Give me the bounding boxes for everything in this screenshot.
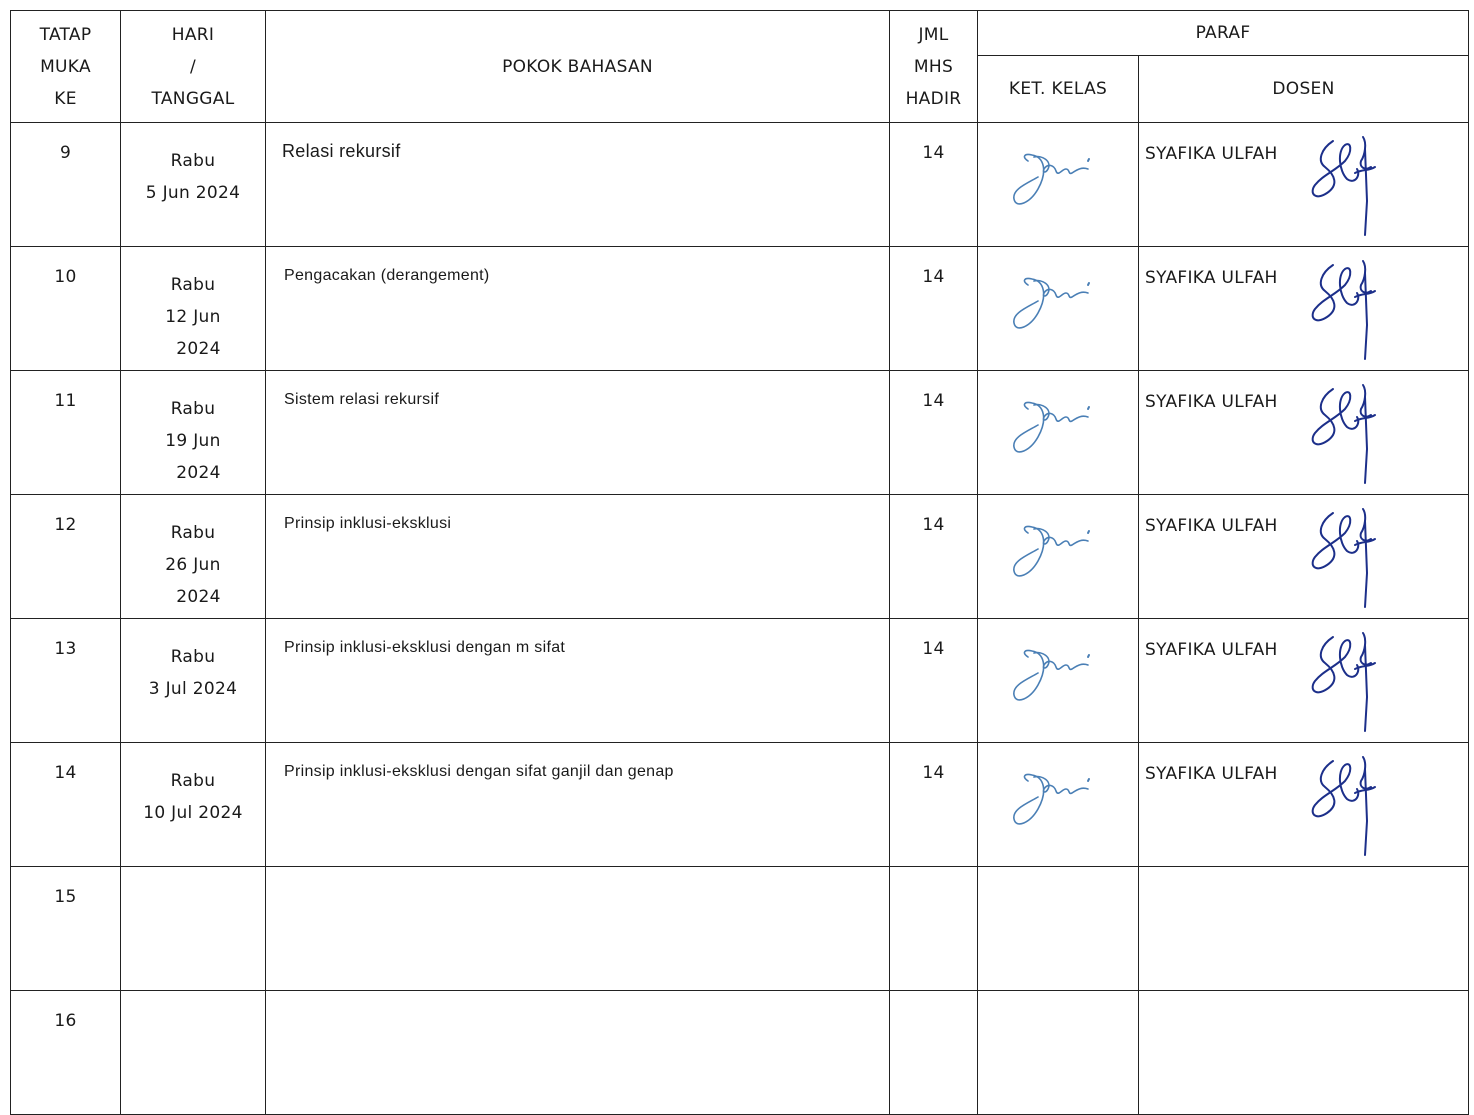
header-tatap-muka-ke — [11, 11, 121, 123]
dosen-cell — [1139, 619, 1469, 743]
date-cell — [121, 247, 266, 371]
table-row — [11, 495, 1469, 619]
topic-cell: Prinsip inklusi-eksklusi — [266, 495, 890, 619]
topic-cell: Prinsip inklusi-eksklusi dengan sifat ganjil dan genap — [266, 743, 890, 867]
date-cell — [121, 495, 266, 619]
date-line: 2024 — [176, 463, 221, 483]
topic-cell: Pengacakan (derangement) — [266, 247, 890, 371]
meeting-number: 14 — [11, 743, 121, 867]
table-row — [11, 743, 1469, 867]
day-name: Rabu — [170, 523, 216, 543]
meeting-number: 15 — [11, 867, 121, 991]
dosen-name: SYAFIKA ULFAH — [1145, 392, 1278, 412]
table-row — [11, 991, 1469, 1115]
dosen-cell — [1139, 495, 1469, 619]
ket-kelas-cell — [978, 867, 1139, 991]
dosen-name: SYAFIKA ULFAH — [1145, 516, 1278, 536]
date-line: 5 Jun 2024 — [145, 183, 241, 203]
header-line: TATAP — [39, 24, 92, 45]
ket-kelas-cell — [978, 123, 1139, 247]
date-line: 19 Jun — [165, 431, 221, 451]
date-cell — [121, 991, 266, 1115]
header-dosen: DOSEN — [1139, 56, 1469, 123]
dosen-cell — [1139, 371, 1469, 495]
dosen-signature-icon — [1305, 751, 1385, 859]
ket-kelas-cell — [978, 619, 1139, 743]
dosen-signature-icon — [1305, 627, 1385, 735]
table-row — [11, 371, 1469, 495]
table-row — [11, 123, 1469, 247]
dosen-signature-icon — [1305, 255, 1385, 363]
date-cell — [121, 743, 266, 867]
dosen-cell — [1139, 247, 1469, 371]
header-line: TANGGAL — [151, 88, 235, 109]
table-row — [11, 619, 1469, 743]
header-line: MHS — [913, 56, 954, 77]
ket-kelas-cell — [978, 743, 1139, 867]
table-row — [11, 867, 1469, 991]
date-line: 2024 — [176, 339, 221, 359]
header-paraf: PARAF — [978, 11, 1469, 56]
dosen-cell — [1139, 867, 1469, 991]
header-line: / — [189, 56, 197, 77]
attendance-count: 14 — [890, 123, 978, 247]
topic-cell — [266, 867, 890, 991]
topic-cell: Relasi rekursif — [266, 123, 890, 247]
date-cell — [121, 371, 266, 495]
dosen-signature-icon — [1305, 503, 1385, 611]
ket-kelas-cell — [978, 371, 1139, 495]
ket-kelas-signature-icon — [1008, 271, 1098, 341]
attendance-count: 14 — [890, 619, 978, 743]
date-cell — [121, 867, 266, 991]
date-line: 3 Jul 2024 — [148, 679, 238, 699]
dosen-name: SYAFIKA ULFAH — [1145, 144, 1278, 164]
date-line: 12 Jun — [165, 307, 221, 327]
dosen-signature-icon — [1305, 379, 1385, 487]
journal-rows — [11, 123, 1469, 1115]
header-hari-tanggal — [121, 11, 266, 123]
ket-kelas-cell — [978, 495, 1139, 619]
meeting-number: 9 — [11, 123, 121, 247]
meeting-number: 10 — [11, 247, 121, 371]
day-name: Rabu — [170, 151, 216, 171]
dosen-name: SYAFIKA ULFAH — [1145, 268, 1278, 288]
header-line: HARI — [171, 24, 215, 45]
attendance-count — [890, 991, 978, 1115]
dosen-name: SYAFIKA ULFAH — [1145, 640, 1278, 660]
meeting-number: 16 — [11, 991, 121, 1115]
header-jml-mhs-hadir — [890, 11, 978, 123]
header-line: MUKA — [40, 56, 91, 77]
ket-kelas-signature-icon — [1008, 643, 1098, 713]
topic-cell — [266, 991, 890, 1115]
date-line: 2024 — [176, 587, 221, 607]
attendance-count: 14 — [890, 247, 978, 371]
attendance-count: 14 — [890, 495, 978, 619]
lecture-journal-table — [10, 10, 1469, 1115]
header-line: KE — [54, 88, 77, 109]
date-cell — [121, 123, 266, 247]
attendance-count — [890, 867, 978, 991]
attendance-count: 14 — [890, 371, 978, 495]
meeting-number: 11 — [11, 371, 121, 495]
topic-cell: Prinsip inklusi-eksklusi dengan m sifat — [266, 619, 890, 743]
day-name: Rabu — [170, 399, 216, 419]
ket-kelas-signature-icon — [1008, 519, 1098, 589]
attendance-count: 14 — [890, 743, 978, 867]
date-line: 10 Jul 2024 — [143, 803, 243, 823]
day-name: Rabu — [170, 647, 216, 667]
date-cell — [121, 619, 266, 743]
header-ket-kelas: KET. KELAS — [978, 56, 1139, 123]
ket-kelas-cell — [978, 247, 1139, 371]
ket-kelas-signature-icon — [1008, 395, 1098, 465]
day-name: Rabu — [170, 771, 216, 791]
dosen-cell — [1139, 991, 1469, 1115]
dosen-name: SYAFIKA ULFAH — [1145, 764, 1278, 784]
ket-kelas-signature-icon — [1008, 147, 1098, 217]
topic-cell: Sistem relasi rekursif — [266, 371, 890, 495]
meeting-number: 13 — [11, 619, 121, 743]
header-line: JML — [918, 24, 949, 45]
table-row — [11, 247, 1469, 371]
dosen-cell — [1139, 743, 1469, 867]
date-line: 26 Jun — [165, 555, 221, 575]
header-pokok-bahasan: POKOK BAHASAN — [266, 11, 890, 123]
meeting-number: 12 — [11, 495, 121, 619]
header-line: HADIR — [905, 88, 962, 109]
ket-kelas-signature-icon — [1008, 767, 1098, 837]
dosen-cell — [1139, 123, 1469, 247]
ket-kelas-cell — [978, 991, 1139, 1115]
dosen-signature-icon — [1305, 131, 1385, 239]
day-name: Rabu — [170, 275, 216, 295]
